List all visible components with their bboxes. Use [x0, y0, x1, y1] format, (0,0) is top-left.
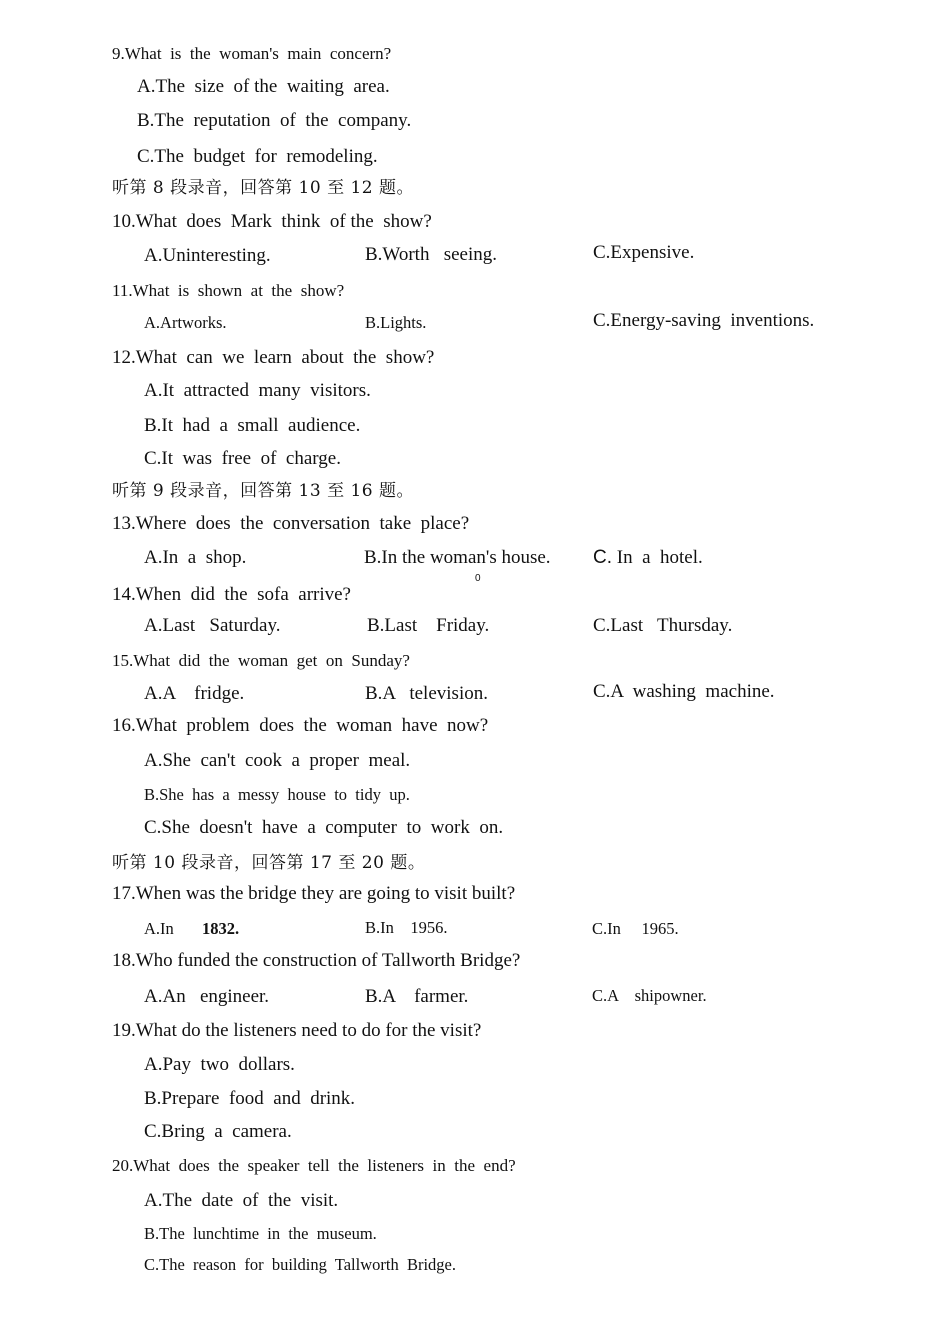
section-header-9: 听第 9 段录音，回答第 13 至 16 题。 — [112, 481, 415, 501]
question-10-stem: 10.What does Mark think of the show? — [112, 211, 432, 232]
stray-mark: 0 — [475, 573, 481, 584]
question-14-option-c: C.Last Thursday. — [593, 615, 733, 636]
question-19-option-a: A.Pay two dollars. — [144, 1054, 295, 1075]
question-13-option-b: B.In the woman's house. — [364, 547, 551, 568]
question-12-option-c: C.It was free of charge. — [144, 448, 341, 469]
question-9-option-c: C.The budget for remodeling. — [137, 146, 378, 167]
question-15-stem: 15.What did the woman get on Sunday? — [112, 651, 410, 670]
question-12-stem: 12.What can we learn about the show? — [112, 347, 435, 368]
question-16-option-a: A.She can't cook a proper meal. — [144, 750, 411, 771]
question-10-option-c: C.Expensive. — [593, 242, 695, 263]
question-14-option-a: A.Last Saturday. — [144, 615, 281, 636]
question-16-stem: 16.What problem does the woman have now? — [112, 715, 489, 736]
question-16-option-b: B.She has a messy house to tidy up. — [144, 785, 410, 804]
question-10-option-b: B.Worth seeing. — [365, 244, 497, 265]
question-14-stem: 14.When did the sofa arrive? — [112, 584, 351, 605]
question-19-stem: 19.What do the listeners need to do for the visit? — [112, 1020, 482, 1041]
question-15-option-a: A.A fridge. — [144, 683, 245, 704]
question-13-option-a: A.In a shop. — [144, 547, 247, 568]
question-17-option-a-year: 1832. — [202, 919, 240, 938]
question-9-option-a: A.The size of the waiting area. — [137, 76, 390, 97]
question-18-option-c: C.A shipowner. — [592, 986, 707, 1005]
question-20-stem: 20.What does the speaker tell the listeners in the end? — [112, 1156, 516, 1175]
question-13-option-c-text: In a hotel. — [612, 547, 703, 568]
question-18-option-b: B.A farmer. — [365, 986, 469, 1007]
question-17-option-b: B.In 1956. — [365, 918, 448, 937]
question-12-option-a: A.It attracted many visitors. — [144, 380, 371, 401]
question-15-option-b: B.A television. — [365, 683, 488, 704]
question-17-option-c: C.In 1965. — [592, 919, 679, 938]
question-17-option-a-prefix: A.In — [144, 919, 174, 938]
question-17-stem: 17.When was the bridge they are going to visit built? — [112, 883, 516, 904]
question-11-option-b: B.Lights. — [365, 313, 427, 332]
question-19-option-b: B.Prepare food and drink. — [144, 1088, 356, 1109]
question-19-option-c: C.Bring a camera. — [144, 1121, 292, 1142]
question-9-option-b: B.The reputation of the company. — [137, 110, 412, 131]
question-9-stem: 9.What is the woman's main concern? — [112, 44, 392, 63]
question-20-option-a: A.The date of the visit. — [144, 1190, 339, 1211]
section-header-8: 听第 8 段录音，回答第 10 至 12 题。 — [112, 178, 415, 198]
question-16-option-c: C.She doesn't have a computer to work on. — [144, 817, 504, 838]
question-18-stem: 18.Who funded the construction of Tallworth Bridge? — [112, 950, 521, 971]
question-13-option-c — [593, 548, 703, 567]
question-15-option-c: C.A washing machine. — [593, 681, 775, 702]
question-10-option-a: A.Uninteresting. — [144, 245, 271, 266]
question-14-option-b: B.Last Friday. — [367, 615, 490, 636]
question-20-option-b: B.The lunchtime in the museum. — [144, 1224, 377, 1243]
question-18-option-a: A.An engineer. — [144, 986, 270, 1007]
question-11-option-c: C.Energy-saving inventions. — [593, 310, 815, 331]
question-13-option-c-letter: C. — [593, 547, 612, 568]
question-20-option-c: C.The reason for building Tallworth Bridge. — [144, 1255, 456, 1274]
question-12-option-b: B.It had a small audience. — [144, 415, 361, 436]
question-11-option-a: A.Artworks. — [144, 313, 227, 332]
question-11-stem: 11.What is shown at the show? — [112, 281, 345, 300]
question-13-stem: 13.Where does the conversation take place? — [112, 513, 470, 534]
section-header-10: 听第 10 段录音，回答第 17 至 20 题。 — [112, 853, 426, 873]
